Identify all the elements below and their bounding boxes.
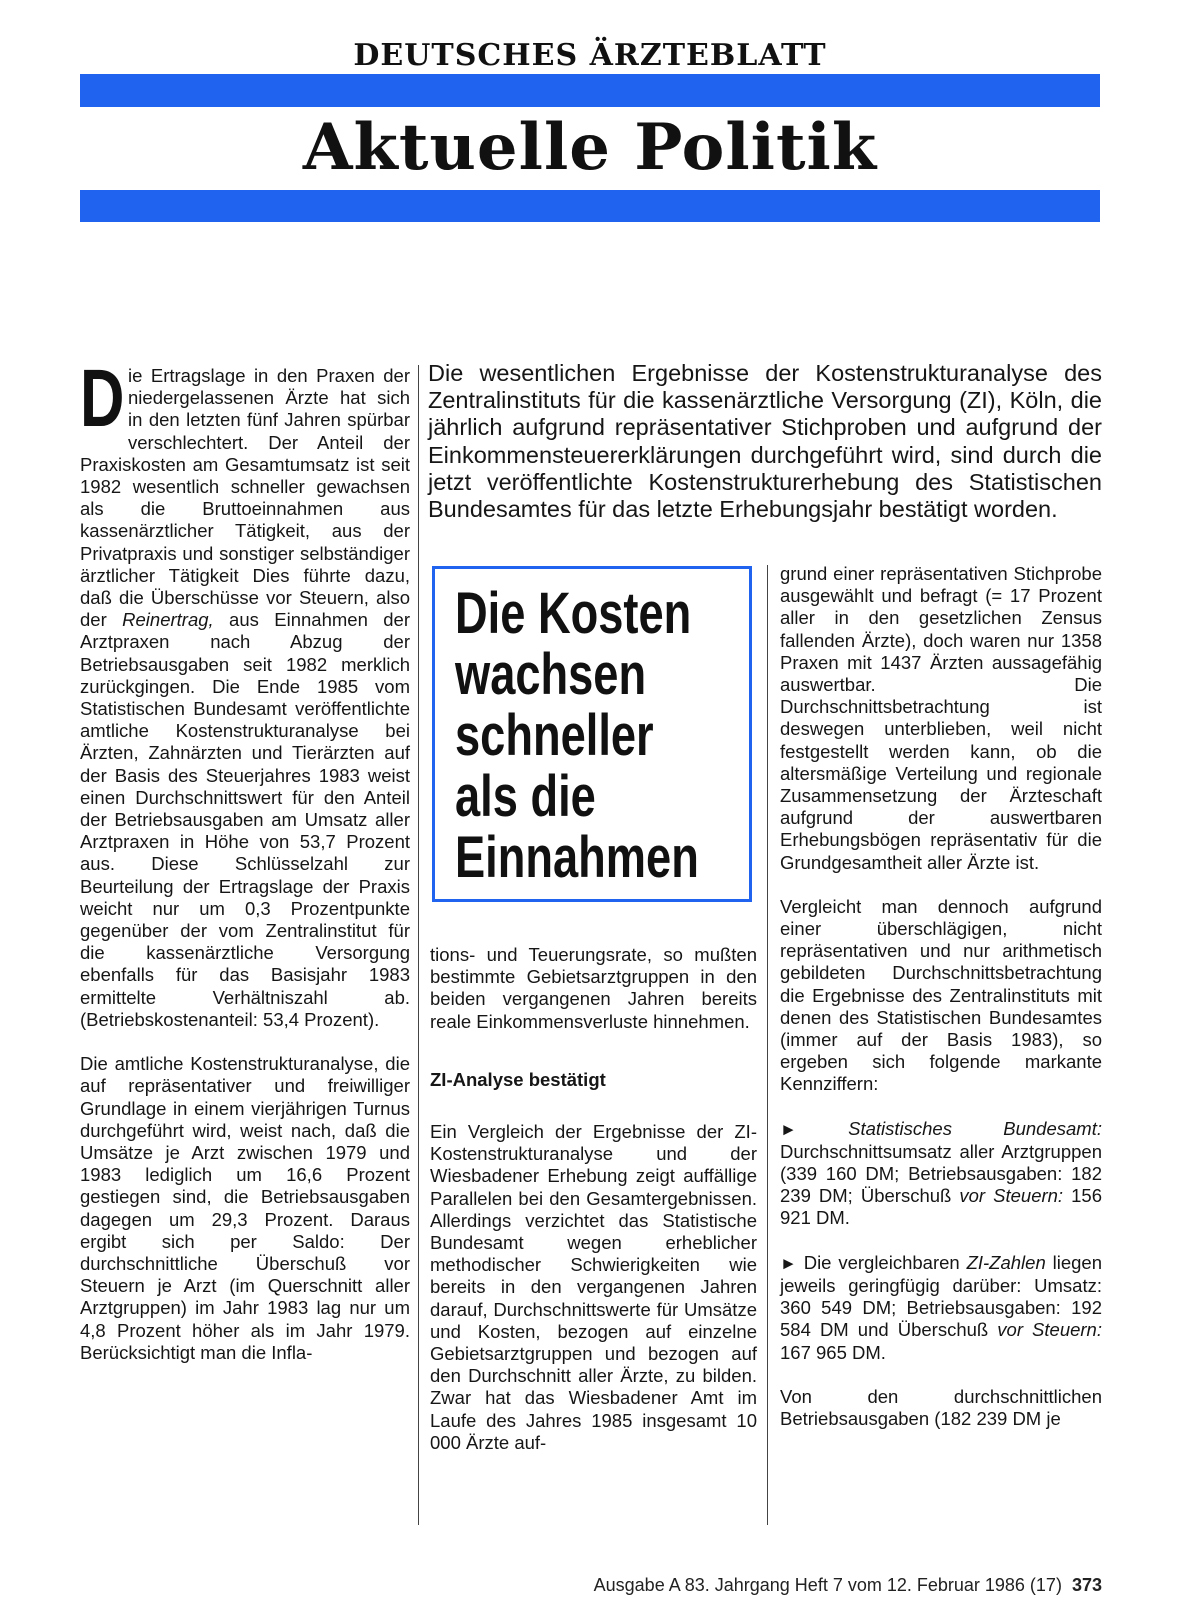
arrow-icon: ► (780, 1119, 797, 1139)
paragraph: grund einer repräsentativen Stichprobe ausgewählt und befragt (= 17 Prozent aller in den gesetzlichen Zensus fallenden Ärzte), doch waren nur 1358 Praxen mit 1437 Ärzten aussagefähig auswertbar. Die Durchschnittsbetrachtung ist deswegen unterblieben, weil nicht festgestellt werden kann, ob die altersmäßige Verteilung und regionale Zusammensetzung der Ärzteschaft aufgrund der auswertbaren Erhebungsbögen repräsentativ für die Grundgesamtheit aller Ärzte ist. (780, 563, 1102, 873)
drop-cap: D (80, 353, 125, 444)
page-footer (520, 1575, 1102, 1596)
column-2 (430, 944, 757, 1454)
italic-text: ZI-Zahlen (966, 1251, 1046, 1273)
blue-bar-top (80, 74, 1100, 107)
paragraph: tions- und Teuerungsrate, so mußten bestimmte Gebietsarztgruppen in den beiden vergangenen Jahren bereits reale Einkommensverluste hinnehmen. (430, 944, 757, 1032)
italic-text: Reinertrag, (122, 609, 214, 631)
headline-line: wachsen (455, 642, 647, 707)
text: Durchschnittsumsatz aller Arztgruppen (339 160 DM; Betriebsausgaben: 182 239 DM; Überschuß (780, 1140, 1102, 1207)
text: 167 965 DM. (780, 1341, 886, 1363)
text: liegen jeweils geringfügig darüber: Umsatz: 360 549 DM; Betriebsausgaben: 192 584 DM und Überschuß (780, 1251, 1102, 1341)
subheading: ZI-Analyse bestätigt (430, 1068, 606, 1090)
masthead: DEUTSCHES ÄRZTEBLATT (353, 38, 827, 73)
italic-text: vor Steuern: (959, 1185, 1064, 1207)
paragraph (80, 353, 410, 1031)
text: aus Einnahmen der Arztpraxen nach Abzug der Betriebsausgaben seit 1982 merklich zurückgingen. Die Ende 1985 vom Statistischen Bundesamt veröffentlichte amtliche Kostenstrukturanalyse bei Ärzten, Zahnärzten und Tierärzten auf der Basis des Steuerjahres 1983 weist einen Durchschnittswert für den Anteil der Betriebsausgaben am Umsatz aller Arztpraxen in Höhe von 53,7 Prozent aus. Diese Schlüsselzahl zur Beurteilung der Ertragslage der Praxis weicht nur um 0,3 Prozentpunkte gegenüber der vom Zentralinstitut für die kassenärztliche Versorgung ebenfalls für das Basisjahr 1983 ermittelte Verhältniszahl ab. (Betriebskostenanteil: 53,4 Prozent). (80, 609, 410, 1030)
italic-text: vor Steuern: (997, 1319, 1102, 1341)
text: ie Ertragslage in den Praxen der niedergelassenen Ärzte hat sich in den letzten fünf Jahren spürbar verschlechtert. Der Anteil der Praxiskosten am Gesamtumsatz ist seit 1982 wesentlich schneller gewachsen als die Bruttoeinnahmen aus kassenärztlicher Tätigkeit, aus der Privatpraxis und sonstiger selbständiger ärztlicher Tätigkeit Dies führte dazu, daß die Überschüsse vor Steuern, also der (80, 365, 410, 631)
column-3 (780, 563, 1102, 1430)
headline-line: als die (455, 764, 596, 829)
paragraph: Von den durchschnittlichen Betriebsausgaben (182 239 DM je (780, 1385, 1102, 1429)
issue-info: Ausgabe A 83. Jahrgang Heft 7 vom 12. Februar 1986 (17) (593, 1575, 1062, 1595)
headline-line: Die Kosten (455, 581, 692, 646)
intro-paragraph: Die wesentlichen Ergebnisse der Kostenstrukturanalyse des Zentralinstituts für die kassenärztliche Versorgung (ZI), Köln, die jährlich aufgrund repräsentativer Stichproben und aufgrund der Einkommensteuererklärungen durchgeführt wird, sind durch die jetzt veröffentlichte Kostenstrukturerhebung des Statistischen Bundesamtes für das letzte Erhebungsjahr bestätigt worden. (428, 360, 1102, 523)
arrow-icon: ► (780, 1253, 797, 1273)
bullet-item (780, 1118, 1102, 1230)
blue-bar-bottom (80, 190, 1100, 222)
section-title: Aktuelle Politik (302, 110, 878, 185)
headline-line: schneller (455, 703, 654, 768)
paragraph: Vergleicht man dennoch aufgrund einer überschlägigen, nicht repräsentativen und nur arithmetisch gebildeten Durchschnittsbetrachtung die Ergebnisse des Zentralinstituts mit denen des Statistischen Bundesamtes (immer auf der Basis 1983), so ergeben sich folgende markante Kennziffern: (780, 895, 1102, 1095)
column-divider (767, 565, 768, 1525)
bullet-item (780, 1252, 1102, 1364)
page-number: 373 (1071, 1575, 1102, 1595)
text: Die vergleichbaren (803, 1251, 960, 1273)
paragraph: Die amtliche Kostenstrukturanalyse, die auf repräsentativer und freiwilliger Grundlage in einem vierjährigen Turnus durchgeführt wird, weist nach, daß die Umsätze je Arzt zwischen 1979 und 1983 lediglich um 16,6 Prozent gestiegen sind, die Betriebsausgaben dagegen um 29,3 Prozent. Daraus ergibt sich per Saldo: Der durchschnittliche Überschuß vor Steuern je Arzt (im Querschnitt aller Arztgruppen) im Jahr 1983 lag nur um 4,8 Prozent höher als im Jahr 1979. Berücksichtigt man die Infla- (80, 1053, 410, 1363)
headline-box (432, 566, 752, 902)
paragraph: Ein Vergleich der Ergebnisse der ZI-Kostenstrukturanalyse und der Wiesbadener Erhebung zeigt auffällige Parallelen bei den Gesamtergebnissen. Allerdings verzichtet das Statistische Bundesamt wegen erheblicher methodischer Schwierigkeiten wie bereits in den vergangenen Jahren darauf, Durchschnittswerte für Umsätze und Kosten, bezogen auf einzelne Gebietsarztgruppen und bezogen auf den Durchschnitt aller Ärzte, zu bilden. Zwar hat das Wiesbadener Amt im Laufe des Jahres 1985 insgesamt 10 000 Ärzte auf- (430, 1121, 757, 1453)
text: 156 921 DM. (780, 1185, 1102, 1229)
italic-text: Statistisches Bundesamt: (848, 1117, 1102, 1139)
headline-line: Einnahmen (455, 825, 699, 890)
column-divider (418, 365, 419, 1525)
column-1 (80, 353, 410, 1364)
